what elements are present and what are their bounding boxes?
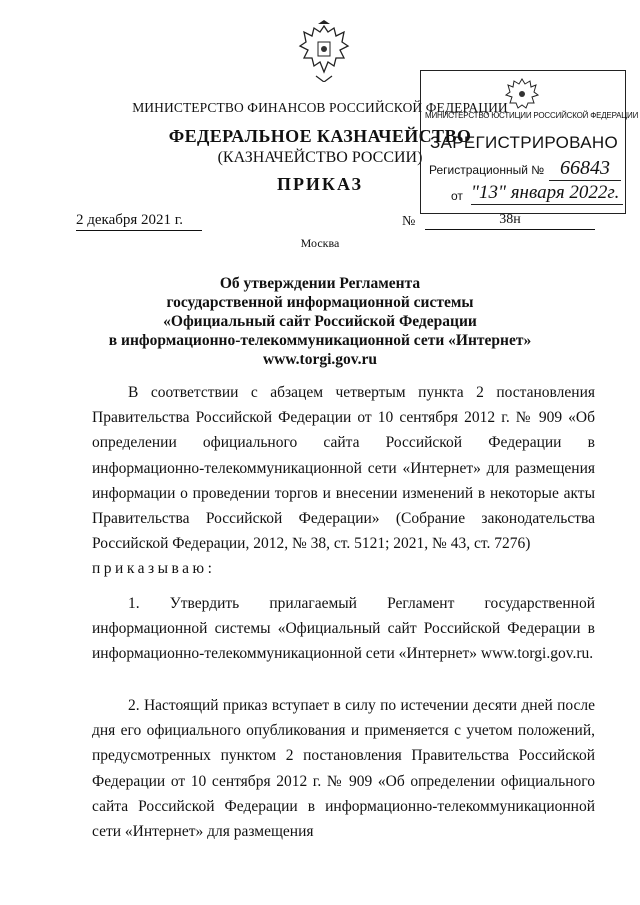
clause-2-text: 2. Настоящий приказ вступает в силу по истечении десяти дней после дня его официального опубликования и применяется с учетом положений, предусмотренных пунктом 2 постановления Правительства Российской Федерации от 10 сентября 2012 г. № 909 «Об определении официального сайта Российской Федерации в информационно-телекоммуникационной сети «Интернет» для размещения	[92, 697, 595, 841]
stamp-status: ЗАРЕГИСТРИРОВАНО	[430, 133, 618, 152]
registration-stamp	[420, 70, 639, 214]
order-word: приказываю:	[92, 560, 216, 578]
coat-of-arms-emblem	[298, 20, 350, 82]
title-line-3: «Официальный сайт Российской Федерации	[163, 313, 477, 330]
agency-short-name: (КАЗНАЧЕЙСТВО РОССИИ)	[217, 149, 423, 166]
order-number: 38н	[425, 212, 595, 230]
stamp-department: МИНИСТЕРСТВО ЮСТИЦИИ РОССИЙСКОЙ ФЕДЕРАЦИИ	[425, 111, 639, 120]
number-sign: №	[402, 214, 416, 229]
agency-name: ФЕДЕРАЛЬНОЕ КАЗНАЧЕЙСТВО	[168, 126, 472, 146]
preamble-paragraph	[92, 380, 595, 582]
title-line-2: государственной информационной системы	[166, 294, 474, 311]
title-line-1: Об утверждении Регламента	[219, 275, 421, 292]
order-title	[60, 274, 580, 369]
clause-2	[92, 693, 595, 844]
clause-1	[92, 591, 595, 667]
clause-1-text: 1. Утвердить прилагаемый Регламент государственной информационной системы «Официальный сайт Российской Федерации в информационно-телекоммуникационной сети «Интернет» www.torgi.gov.ru.	[92, 595, 595, 663]
preamble-text: В соответствии с абзацем четвертым пункта 2 постановления Правительства Российской Федерации от 10 сентября 2012 г. № 909 «Об определении официального сайта Российской Федерации в информационно-телекоммуникационной сети «Интернет» для размещения информации о проведении торгов и внесении изменений в некоторые акты Правительства Российской Федерации» (Собрание законодательства Российской Федерации, 2012, № 38, ст. 5121; 2021, № 43, ст. 7276)	[92, 384, 595, 553]
stamp-date-prefix: от	[451, 189, 463, 203]
stamp-reg-number: 66843	[549, 157, 621, 181]
title-line-4: в информационно-телекоммуникационной сети «Интернет»	[108, 332, 532, 349]
city: Москва	[300, 236, 340, 250]
document-type: ПРИКАЗ	[276, 174, 364, 194]
stamp-emblem-icon	[505, 75, 539, 111]
stamp-reg-label: Регистрационный №	[429, 163, 545, 177]
order-date: 2 декабря 2021 г.	[76, 212, 202, 231]
stamp-date: "13" января 2022г.	[471, 182, 623, 205]
ministry-name: МИНИСТЕРСТВО ФИНАНСОВ РОССИЙСКОЙ ФЕДЕРАЦИИ	[132, 100, 508, 115]
title-line-5: www.torgi.gov.ru	[262, 351, 378, 368]
